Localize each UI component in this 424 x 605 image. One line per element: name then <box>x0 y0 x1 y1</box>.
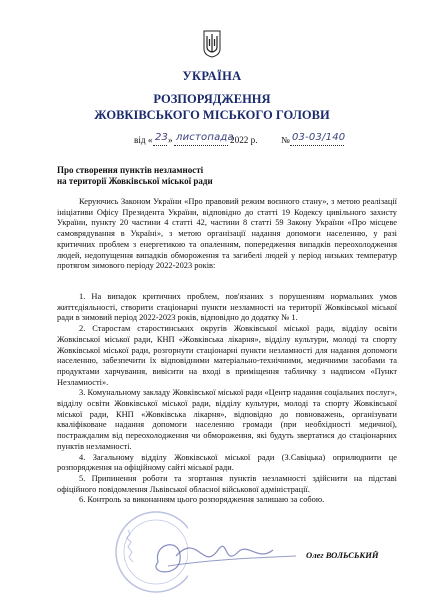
subject-line-2: на території Жовківської міської ради <box>57 176 213 186</box>
date-prefix: від « <box>134 135 153 145</box>
header-doc-type: РОЗПОРЯДЖЕННЯ <box>153 92 271 106</box>
date-number-line <box>126 132 346 148</box>
date-year: 2022 р. <box>230 135 258 145</box>
document-number: 03-03/140 <box>292 132 346 143</box>
trident-emblem-icon <box>202 30 222 58</box>
order-item-1: 1. На випадок критичних проблем, пов'язаних з порушенням нормальних умов життєдіяльності, створити стаціонарні пункти незламності на території Жовківської міської ради в зимовий період 2022-2023 років, відповідно до додатку № 1. <box>57 292 397 323</box>
header-country: УКРАЇНА <box>182 69 242 83</box>
order-item-2: 2. Старостам старостинських округів Жовківської міської ради, відділу освіти Жовківської міської ради, КНП «Жовківська лікарня», відділу культури, молоді та спорту Жовківської міської ради, розгорнути стаціонарні пункти незламності для надання допомоги населенню, забезпечити їх відповідними матеріально-технічними, медичними засобами та продуктами харчування, вивісити на вході в приміщення табличку з надписом «Пункт Незламності». <box>57 324 397 387</box>
date-quote-close: » <box>168 135 173 145</box>
order-item-4: 4. Загальному відділу Жовківської міської ради (З.Савіцька) оприлюднити це розпорядження на офіційному сайті міської ради. <box>57 452 397 473</box>
date-month: листопада <box>176 132 234 143</box>
order-item-6: 6. Контроль за виконанням цього розпорядження залишаю за собою. <box>79 495 325 505</box>
subject-heading <box>57 165 213 187</box>
header-issuer: ЖОВКІВСЬКОГО МІСЬКОГО ГОЛОВИ <box>94 108 330 122</box>
order-item-3: 3. Комунальному закладу Жовківської міської ради «Центр надання соціальних послуг», відділу освіти Жовківської міської ради, відділу культури, молоді та спорту Жовківської міської ради, КНП «Жовківська лікарня», відповідно до повноважень, організувати кваліфіковане надання допомоги населенню громади (при необхідності медичної), постраждалим від переохолодження чи обмороження, які будуть звертатися до стаціонарних пунктів незламності. <box>57 388 397 451</box>
order-item-5: 5. Припинення роботи та згортання пунктів незламності здійснити на підставі офіційного повідомлення Львівської обласної військової адміністрації. <box>57 473 397 494</box>
signer-name: Олег ВОЛЬСЬКИЙ <box>306 550 379 560</box>
date-day: 23 <box>155 132 169 143</box>
preamble-paragraph: Керуючись Законом України «Про правовий режим воєнного стану», з метою реалізації ініціативи Офісу Президента України, відповідно до статті 19 Кодексу цивільного захисту України, пункту 20 частини 4 статті 42, частини 8 статті 59 Закону України «Про місцеве самоврядування в Україні», з метою організації надання допомоги населенню, у разі критичних проблем з енергетикою та опаленням, попередження випадків переохолодження людей, недопущення випадків обмороження та загибелі людей у період низьких температур протягом зимового періоду 2022-2023 років: <box>57 197 397 271</box>
order-items <box>57 292 397 506</box>
number-label: № <box>281 135 290 145</box>
subject-line-1: Про створення пунктів незламності <box>57 165 204 175</box>
